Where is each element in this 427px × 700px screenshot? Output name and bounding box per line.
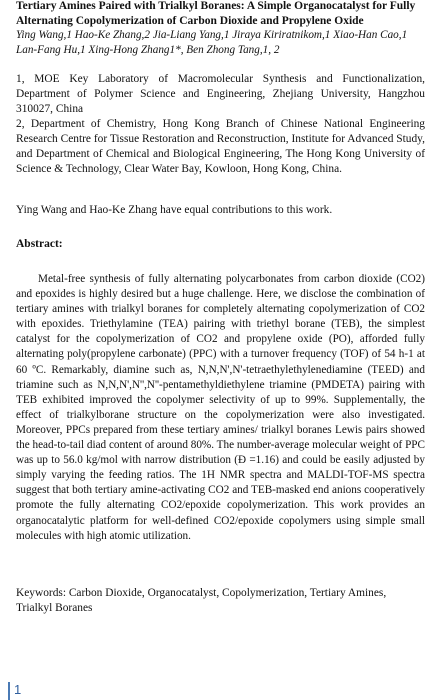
paper-title: Tertiary Amines Paired with Trialkyl Boranes: A Simple Organocatalyst for Fully Alternating Copolymerization of Carbon Dioxide and Propylene Oxide [16,0,416,27]
abstract-body: Metal-free synthesis of fully alternating polycarbonates from carbon dioxide (CO2) and epoxides is highly desired but a huge challenge. Here, we disclose the combination of tertiary amines with trialkyl boranes for completely alternating copolymerization of CO2 with epoxides. Triethylamine (TEA) pairing with triethyl borane (TEB), the simplest catalyst for the copolymerization of CO2 and propylene oxide (PO), afforded fully alternating poly(propylene carbonate) (PPC) with a turnover frequency (TOF) of 54 h-1 at 60 ºC. Remarkably, diamine such as, N,N,N',N'-tetraethylethylenediamine (TEED) and triamine such as N,N,N',N'',N''-pentamethyldiethylene triamine (PMDETA) pairing with TEB exhibited improved the copolymer selectivity of up to 99%. Supplementally, the effect of trialkylborane structure on the copolymerization were also investigated. Moreover, PPCs prepared from these tertiary amines/ trialkyl boranes Lewis pairs showed the head-to-tail diad content of around 80%. The number-average molecular weight of PPC was up to 56.0 kg/mol with narrow distribution (Đ =1.16) and could be easily adjusted by simply varying the feeding ratios. The 1H NMR spectra and MALDI-TOF-MS spectra suggest that both tertiary amine-activating CO2 and TEB-masked end anions cooperatively promote the fully alternating CO2/epoxide copolymerization. This work provides an organocatalytic platform for well-defined CO2/epoxide copolymers using simple small molecules with high atomic utilization. [16,273,425,542]
author-list: Ying Wang,1 Hao-Ke Zhang,2 Jia-Liang Yang,1 Jiraya Kiriratnikom,1 Xiao-Han Cao,1 Lan-Fang Hu,1 Xing-Hong Zhang1*, Ben Zhong Tang,1, 2 [16,29,408,56]
keywords: Keywords: Carbon Dioxide, Organocatalyst, Copolymerization, Tertiary Amines, Trialkyl Boranes [16,587,387,614]
footer-accent-bar [8,682,10,700]
abstract-heading: Abstract: [16,238,63,250]
equal-contribution-note: Ying Wang and Hao-Ke Zhang have equal contributions to this work. [16,204,333,216]
affiliation-1: 1, MOE Key Laboratory of Macromolecular Synthesis and Functionalization, Department of Polymer Science and Engineering, Zhejiang University, Hangzhou 310027, China [16,73,425,115]
page-number: 1 [14,682,22,697]
affiliation-2: 2, Department of Chemistry, Hong Kong Branch of Chinese National Engineering Research Centre for Tissue Restoration and Reconstruction, Institute for Advanced Study, and Department of Chemical and Biological Engineering, The Hong Kong University of Science & Technology, Clear Water Bay, Kowloon, Hong Kong, China. [16,118,425,175]
page-footer [0,676,427,700]
